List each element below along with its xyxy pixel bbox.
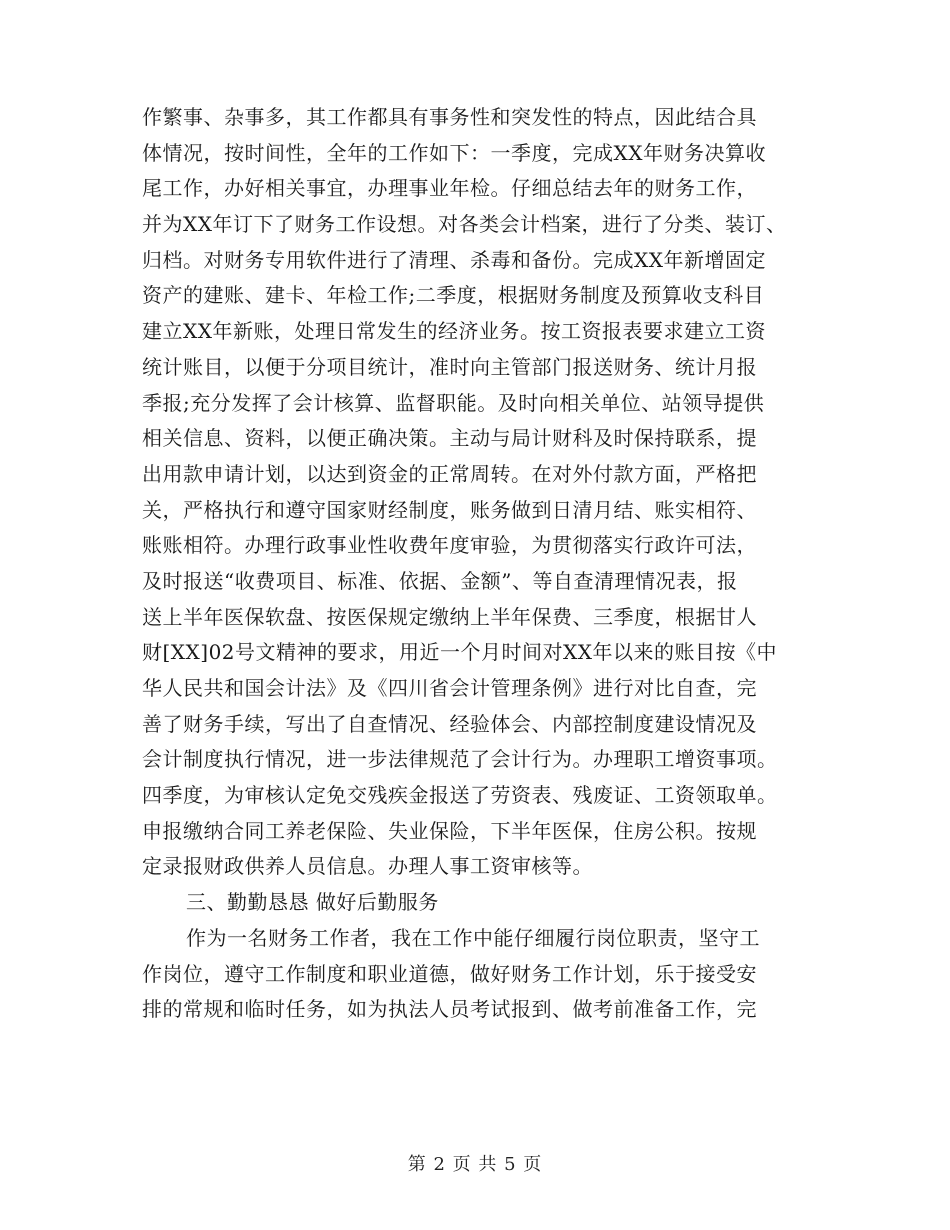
body-line: 财[XX]02号文精神的要求，用近一个月时间对XX年以来的账目按《中 [142,640,778,665]
body-line: 季报;充分发挥了会计核算、监督职能。及时向相关单位、站领导提供 [142,390,765,415]
body-line: 华人民共和国会计法》及《四川省会计管理条例》进行对比自查，完 [142,676,757,700]
body-line: 归档。对财务专用软件进行了清理、杀毒和备份。完成XX年新增固定 [142,247,766,272]
body-line: 并为XX年订下了财务工作设想。对各类会计档案，进行了分类、装订、 [142,212,787,237]
body-line: 会计制度执行情况，进一步法律规范了会计行为。办理职工增资事项。 [142,747,778,772]
body-line: 及时报送“收费项目、标准、依据、金额”、等自查清理情况表，报 [142,568,738,593]
body-line: 统计账目，以便于分项目统计，准时向主管部门报送财务、统计月报 [142,354,757,379]
body-line: 作繁事、杂事多，其工作都具有事务性和突发性的特点，因此结合具 [142,105,757,129]
body-line: 善了财务手续，写出了自查情况、经验体会、内部控制度建设情况及 [142,711,757,736]
body-line: 送上半年医保软盘、按医保规定缴纳上半年保费、三季度，根据甘人 [142,604,757,629]
body-line: 尾工作，办好相关事宜，办理事业年检。仔细总结去年的财务工作， [142,176,757,201]
body-line: 作岗位，遵守工作制度和职业道德，做好财务工作计划，乐于接受安 [142,961,757,986]
body-line: 定录报财政供养人员信息。办理人事工资审核等。 [142,854,593,879]
body-line: 排的常规和临时任务，如为执法人员考试报到、做考前准备工作，完 [142,997,757,1022]
body-line: 账账相符。办理行政事业性收费年度审验，为贯彻落实行政许可法， [142,533,757,558]
page-number-footer: 第 2 页 共 5 页 [407,1154,543,1175]
document-body [142,100,822,1028]
body-line: 作为一名财务工作者，我在工作中能仔细履行岗位职责，坚守工 [186,925,760,950]
body-line: 相关信息、资料，以便正确决策。主动与局计财科及时保持联系，提 [142,426,757,451]
body-line: 申报缴纳合同工养老保险、失业保险，下半年医保，住房公积。按规 [142,818,757,843]
body-line: 建立XX年新账，处理日常发生的经济业务。按工资报表要求建立工资 [142,319,766,344]
body-line: 体情况，按时间性，全年的工作如下：一季度，完成XX年财务决算收 [142,140,766,165]
body-line: 关，严格执行和遵守国家财经制度，账务做到日清月结、账实相符、 [142,497,757,522]
body-line: 出用款申请计划，以达到资金的正常周转。在对外付款方面，严格把 [142,461,757,486]
section-heading: 三、勤勤恳恳 做好后勤服务 [186,890,439,915]
body-line: 四季度，为审核认定免交残疾金报送了劳资表、残废证、工资领取单。 [142,783,778,808]
body-line: 资产的建账、建卡、年检工作;二季度，根据财务制度及预算收支科目 [142,283,765,308]
